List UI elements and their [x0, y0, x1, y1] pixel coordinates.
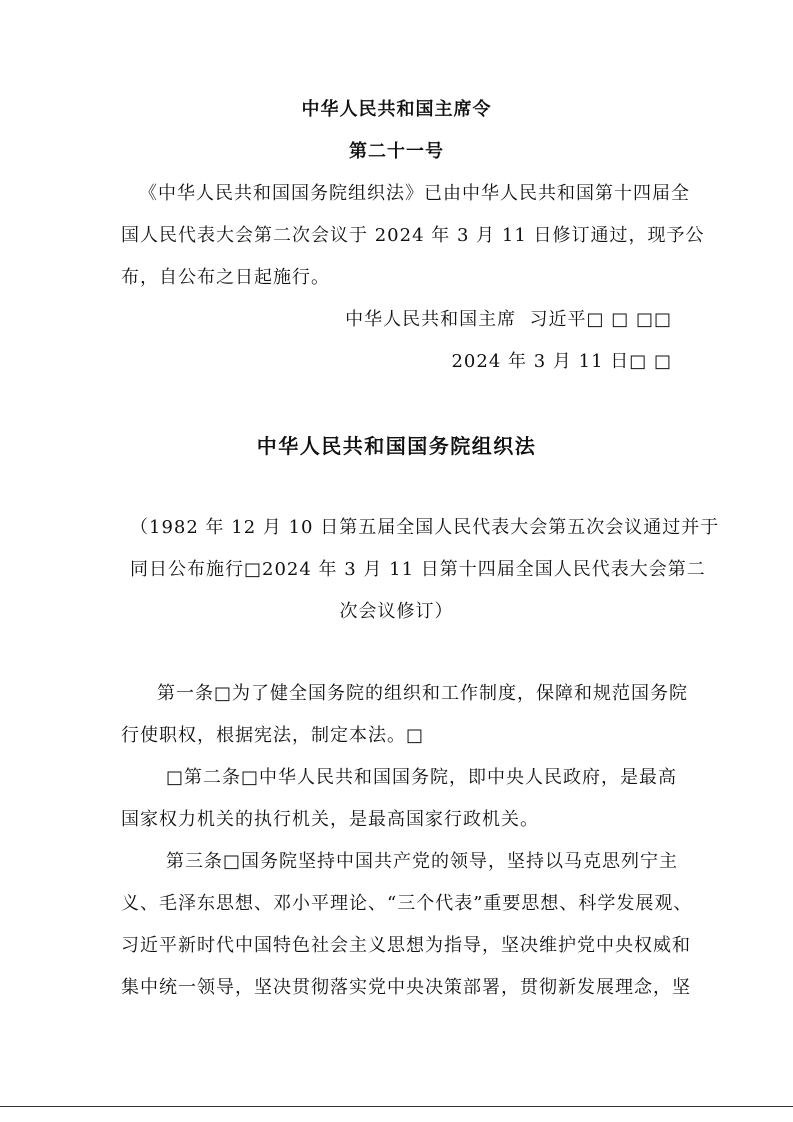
decree-signature: 中华人民共和国主席 习近平□ □ □□	[345, 309, 672, 330]
decree-body-line-2: 国人民代表大会第二次会议于 2024 年 3 月 11 日修订通过，现予公	[121, 225, 705, 246]
article-1-line-2: 行使职权，根据宪法，制定本法。□	[121, 725, 425, 746]
page-bottom-divider	[0, 1106, 793, 1107]
article-2-line-1: □第二条□中华人民共和国国务院，即中央人民政府，是最高	[166, 767, 678, 788]
article-2-line-2: 国家权力机关的执行机关，是最高国家行政机关。	[121, 809, 539, 830]
article-3-line-2: 义、毛泽东思想、邓小平理论、“三个代表”重要思想、科学发展观、	[121, 893, 693, 914]
law-history-line-3: 次会议修订）	[339, 601, 454, 622]
decree-date: 2024 年 3 月 11 日□ □	[451, 351, 672, 372]
article-3-line-4: 集中统一领导，坚决贯彻落实党中央决策部署，贯彻新发展理念，坚	[121, 977, 691, 998]
article-1-line-1: 第一条□为了健全国务院的组织和工作制度，保障和规范国务院	[157, 683, 689, 704]
article-3-line-1: 第三条□国务院坚持中国共产党的领导，坚持以马克思列宁主	[166, 851, 679, 872]
decree-body-line-1: 《中华人民共和国国务院组织法》已由中华人民共和国第十四届全	[139, 183, 690, 204]
law-history-line-1: （1982 年 12 月 10 日第五届全国人民代表大会第五次会议通过并于	[130, 517, 720, 538]
decree-number: 第二十一号	[349, 141, 444, 162]
decree-title: 中华人民共和国主席令	[301, 99, 492, 120]
decree-body-line-3: 布，自公布之日起施行。	[121, 267, 330, 288]
article-3-line-3: 习近平新时代中国特色社会主义思想为指导，坚决维护党中央权威和	[121, 935, 691, 956]
law-title: 中华人民共和国国务院组织法	[256, 434, 537, 458]
law-history-line-2: 同日公布施行□2024 年 3 月 11 日第十四届全国人民代表大会第二	[130, 559, 706, 580]
